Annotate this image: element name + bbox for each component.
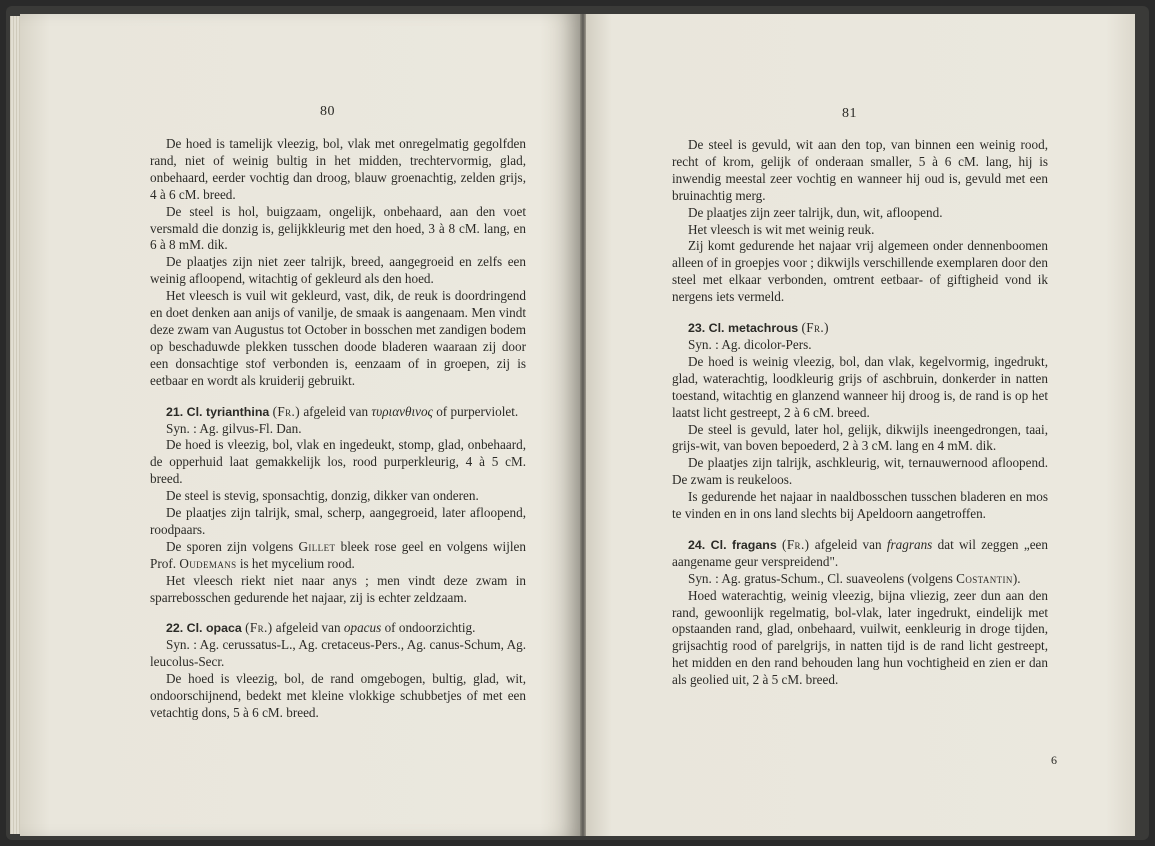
section-22-heading — [150, 620, 526, 637]
section-21-heading — [150, 404, 526, 421]
latin-word: fragrans — [886, 536, 933, 552]
section-24-heading — [672, 537, 1048, 571]
section-23-heading — [672, 320, 1048, 337]
signature-mark: 6 — [1051, 753, 1057, 767]
left-page — [20, 14, 580, 836]
book-spread — [6, 6, 1149, 840]
paragraph: De steel is gevuld, wit aan den top, van binnen een weinig rood, recht of krom, gelijk of onderaan smaller, 5 à 6 cM. lang, hij is inwendig meestal zeer vochtig en wanneer hij oud is, gevuld met een bruinachtig merg. — [672, 137, 1048, 203]
species-name: 22. Cl. opaca — [166, 621, 242, 636]
paragraph: De hoed is vleezig, bol, de rand omgebogen, bultig, glad, wit, ondoorschijnend, bedekt met kleine vlokkige schubbetjes of met een vetachtig dons, 5 à 6 cM. breed. — [150, 671, 526, 720]
author-abbrev: (Fr.) — [782, 536, 810, 552]
author-abbrev: (Fr.) — [801, 320, 829, 336]
text-span: of purperviolet. — [432, 403, 519, 419]
page-number-right: 81 — [842, 106, 857, 121]
text-span: afgeleid van — [300, 403, 372, 419]
paragraph: De hoed is weinig vleezig, bol, dan vlak, kegelvormig, ingedrukt, glad, waterachtig, loodkleurig grijs of aschbruin, donkerder in natten toestand, witachtig en glanzend wanneer hij droog is, de rand is op het laatst licht gestreept, 2 à 6 cM. breed. — [672, 353, 1048, 420]
greek-word: τυριανθινος — [371, 403, 433, 419]
paragraph — [150, 539, 526, 573]
species-name: 24. Cl. fragans — [688, 537, 777, 552]
text-span: dat wil zeggen „een aangename geur verspreidend". — [672, 536, 1048, 569]
synonyms — [672, 571, 1048, 588]
text-span: ). — [1012, 570, 1021, 586]
synonyms: Syn. : Ag. cerussatus-L., Ag. cretaceus-Pers., Ag. canus-Schum, Ag. leucolus-Secr. — [150, 637, 526, 670]
text-span: Syn. : Ag. gratus-Schum., Cl. suaveolens (volgens — [688, 570, 957, 586]
text-span: bleek rose geel en volgens wijlen Prof. — [150, 538, 526, 571]
species-name: 23. Cl. metachrous — [688, 321, 799, 336]
paragraph: De plaatjes zijn talrijk, aschkleurig, wit, ternauwernood afloopend. De zwam is reukeloos. — [672, 455, 1048, 488]
author-name: Costantin — [956, 570, 1013, 586]
paragraph: Zij komt gedurende het najaar vrij algemeen onder dennenboomen alleen of in groepjes voor ; dikwijls verschillende exemplaren door den steel met elkaar verbonden, omtrent eetbaar- of giftigheid vond ik nergens iets vermeld. — [672, 238, 1048, 305]
paragraph: De steel is gevuld, later hol, gelijk, dikwijls ineengedrongen, taai, grijs-wit, van boven bepoederd, 2 à 3 cM. lang en 4 mM. dik. — [672, 421, 1048, 454]
author-name: Oudemans — [179, 555, 237, 571]
text-span: afgeleid van — [272, 620, 344, 636]
paragraph: De hoed is tamelijk vleezig, bol, vlak met onregelmatig gegolfden rand, niet of weinig bultig in het midden, trechtervormig, glad, onbehaard, eerder vochtig dan droog, blauw groenachtig, zelden grijs, 4 à 6 cM. breed. — [150, 136, 526, 202]
author-name: Gillet — [298, 538, 336, 554]
synonyms: Syn. : Ag. gilvus-Fl. Dan. — [166, 420, 302, 436]
author-abbrev: (Fr.) — [272, 403, 301, 419]
text-span: De sporen zijn volgens — [166, 538, 299, 554]
paragraph: Het vleesch is wit met weinig reuk. — [688, 221, 875, 237]
paragraph: Het vleesch riekt niet naar anys ; men vindt deze zwam in sparrebosschen gedurende het najaar, zij is echter zeldzaam. — [150, 572, 526, 605]
text-span: of ondoorzichtig. — [381, 620, 476, 636]
right-page — [586, 14, 1135, 836]
page-number-left: 80 — [320, 104, 335, 119]
paragraph: De plaatjes zijn niet zeer talrijk, breed, aangegroeid en zelfs een weinig afloopend, witachtig of gekleurd als den hoed. — [150, 254, 526, 287]
paragraph: De plaatjes zijn zeer talrijk, dun, wit, afloopend. — [688, 204, 943, 220]
paragraph: De hoed is vleezig, bol, vlak en ingedeukt, stomp, glad, onbehaard, de opperhuid laat gemakkelijk los, rood purperkleurig, 4 à 5 cM. breed. — [150, 437, 526, 487]
paragraph: Is gedurende het najaar in naaldbosschen tusschen bladeren en mos te vinden en in ons land slechts bij Apeldoorn aangetroffen. — [672, 489, 1048, 522]
paragraph: De steel is hol, buigzaam, ongelijk, onbehaard, aan den voet versmald die donzig is, gelijkkleurig met den hoed, 3 à 8 cM. lang, en 6 à 8 mM. dik. — [150, 203, 526, 253]
text-span: is het mycelium rood. — [236, 555, 355, 571]
synonyms: Syn. : Ag. dicolor-Pers. — [688, 336, 812, 352]
species-name: 21. Cl. tyrianthina — [166, 404, 270, 419]
paragraph: De plaatjes zijn talrijk, smal, scherp, aangegroeid, later afloopend, roodpaars. — [150, 505, 526, 537]
right-page-text — [672, 137, 1048, 689]
author-abbrev: (Fr.) — [245, 620, 273, 636]
text-span: afgeleid van — [809, 536, 887, 552]
left-page-text — [150, 136, 526, 722]
paragraph: De steel is stevig, sponsachtig, donzig, dikker van onderen. — [166, 488, 479, 504]
paragraph: Hoed waterachtig, weinig vleezig, bijna vliezig, zeer dun aan den rand, gewoonlijk regelmatig, bol-vlak, later ingedrukt, eindelijk met opstaanden rand, glad, onbehaard, vuilwit, eenkleurig in droge tijden, grijsachtig rood of parelgrijs, in natten tijd is de rand licht gestreept, het midden en den rand behouden lang hun vochtigheid en zien er dan als geolied uit, 2 à 5 cM. breed. — [672, 587, 1048, 688]
paragraph: Het vleesch is vuil wit gekleurd, vast, dik, de reuk is doordringend en doet denken aan anijs of vanilje, de smaak is aangenaam. Men vindt deze zwam van Augustus tot October in bosschen met zandigen bodem op beschaduwde plekken tusschen doode bladeren waaraan zij door een donsachtige stof verbonden is, eenzaam of in groepen, zij is eetbaar en wordt als kruiderij gebruikt. — [150, 288, 526, 388]
latin-word: opacus — [343, 620, 382, 636]
